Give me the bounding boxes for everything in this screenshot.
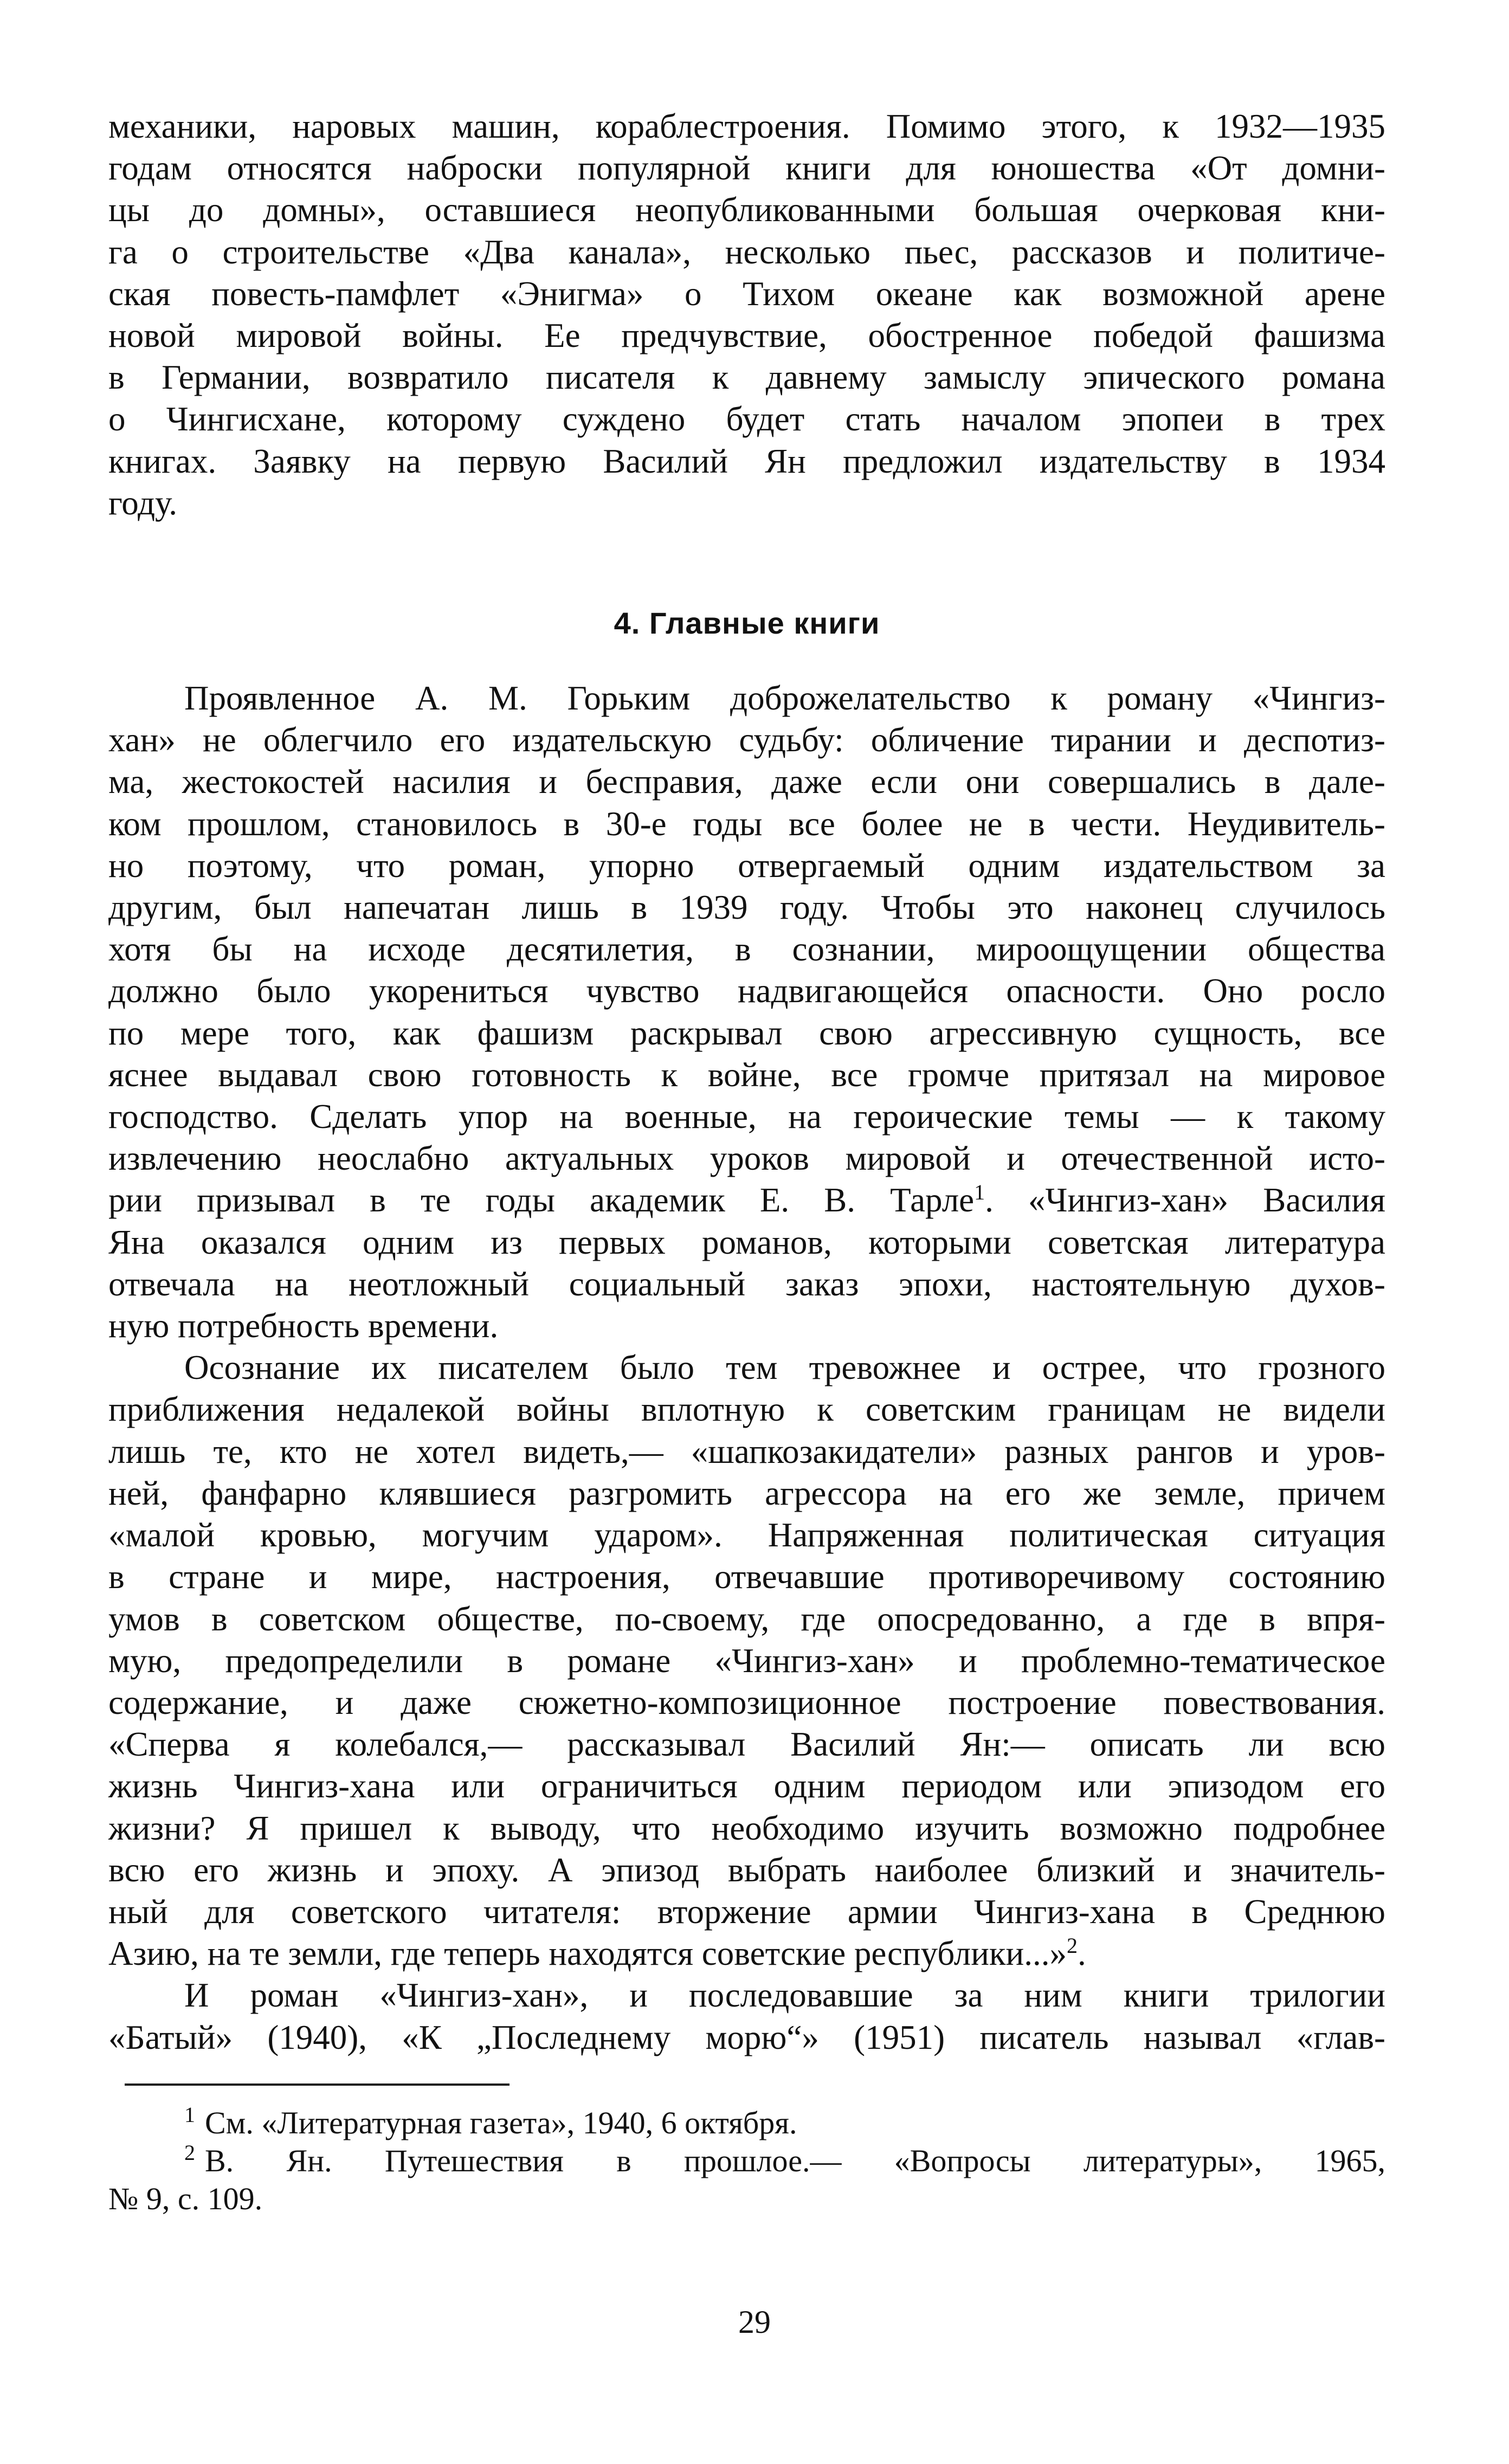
text-line: ком прошлом, становилось в 30-е годы все более не в чести. Неудивитель- [108,804,1385,843]
text-line: но поэтому, что роман, упорно отвергаемый одним издательством за [108,846,1385,885]
line-text-tail: . «Чингиз-хан» Василия [985,1181,1386,1220]
text-line: по мере того, как фашизм раскрывал свою агрессивную сущность, все [108,1014,1385,1052]
footnote-2-continuation: № 9, с. 109. [108,2181,263,2216]
text-line: мую, предопределили в романе «Чингиз-хан» и проблемно-тематическое [108,1641,1385,1680]
text-line: умов в советском обществе, по-своему, где опосредованно, а где в впря- [108,1599,1385,1638]
text-line: извлечению неослабно актуальных уроков мировой и отечественной исто- [108,1139,1385,1178]
text-line: яснее выдавал свою готовность к войне, все громче притязал на мировое [108,1055,1385,1094]
footnotes [108,2104,1385,2218]
text-line: году. [108,483,177,522]
text-line: ную потребность времени. [108,1307,499,1345]
text-line: цы до домны», оставшиеся неопубликованными большая очерковая кни- [108,191,1385,229]
paragraph-3 [108,1347,1385,1975]
text-line: И роман «Чингиз-хан», и последовавшие за ним книги трилогии [184,1976,1385,2015]
text-line: ней, фанфарно клявшиеся разгромить агрессора на его же земле, причем [108,1474,1385,1512]
footnote-2 [108,2142,1385,2180]
footnote-1 [108,2104,1385,2142]
text-line: господство. Сделать упор на военные, на героические темы — к такому [108,1098,1385,1136]
paragraph-2 [108,678,1385,1347]
text-line: «малой кровью, могучим ударом». Напряженная политическая ситуация [108,1516,1385,1554]
text-line: отвечала на неотложный социальный заказ эпохи, настоятельную духов- [108,1265,1385,1303]
page-body [108,106,1385,2218]
text-line: всю его жизнь и эпоху. А эпизод выбрать наиболее близкий и значитель- [108,1850,1385,1889]
section-heading: 4. Главные книги [614,606,880,641]
paragraph-4 [108,1975,1385,2058]
footnote-number: 2 [184,2140,195,2165]
footnote-ref: 1 [974,1180,985,1205]
text-line-with-footnote [108,1933,1385,1975]
text-line: Яна оказался одним из первых романов, которыми советская литература [108,1223,1385,1261]
footnote-number: 1 [184,2102,195,2127]
line-text: Азию, на те земли, где теперь находятся советские республики...» [108,1934,1067,1973]
text-line: Осознание их писателем было тем тревожнее и острее, что грозного [184,1349,1385,1387]
line-text-tail: . [1078,1934,1086,1973]
text-line: годам относятся наброски популярной книги для юношества «От домни- [108,149,1385,188]
footnote-ref: 2 [1067,1933,1078,1958]
text-line: содержание, и даже сюжетно-композиционное построение повествования. [108,1683,1385,1721]
text-line: механики, наровых машин, кораблестроения. Помимо этого, к 1932—1935 [108,107,1385,145]
text-line: приближения недалекой войны вплотную к советским границам не видели [108,1390,1385,1429]
text-line: ный для советского читателя: вторжение армии Чингиз-хана в Среднюю [108,1892,1385,1931]
text-line-with-footnote [108,1179,1385,1221]
text-line: «Сперва я колебался,— рассказывал Василий Ян:— описать ли всю [108,1725,1385,1764]
text-line: о Чингисхане, которому суждено будет стать началом эпопеи в трех [108,400,1385,438]
footnote-text: В. Ян. Путешествия в прошлое.— «Вопросы литературы», 1965, [205,2143,1385,2178]
text-line: лишь те, кто не хотел видеть,— «шапкозакидатели» разных рангов и уров- [108,1432,1385,1470]
page-number: 29 [738,2304,771,2340]
line-text: рии призывал в те годы академик Е. В. Тарле [108,1181,975,1220]
text-line: хотя бы на исходе десятилетия, в сознании, мироощущении общества [108,930,1385,969]
text-line: другим, был напечатан лишь в 1939 году. Чтобы это наконец случилось [108,888,1385,927]
text-line: в Германии, возвратило писателя к давнему замыслу эпического романа [108,358,1385,397]
paragraph-1 [108,106,1385,524]
text-line: хан» не облегчило его издательскую судьбу: обличение тирании и деспотиз- [108,721,1385,759]
text-line: «Батый» (1940), «К „Последнему морю“» (1951) писатель называл «глав- [108,2018,1385,2056]
text-line: жизнь Чингиз-хана или ограничиться одним периодом или эпизодом его [108,1767,1385,1805]
text-line: в стране и мире, настроения, отвечавшие противоречивому состоянию [108,1558,1385,1596]
text-line: должно было укорениться чувство надвигающейся опасности. Оно росло [108,972,1385,1010]
footnote-text: См. «Литературная газета», 1940, 6 октября. [205,2105,797,2140]
text-line: ская повесть-памфлет «Энигма» о Тихом океане как возможной арене [108,274,1385,313]
text-line: ма, жестокостей насилия и бесправия, даже если они совершались в дале- [108,763,1385,801]
text-line: жизни? Я пришел к выводу, что необходимо изучить возможно подробнее [108,1809,1385,1847]
text-line: га о строительстве «Два канала», несколько пьес, рассказов и политиче- [108,233,1385,271]
text-line: Проявленное А. М. Горьким доброжелательство к роману «Чингиз- [184,679,1385,718]
text-line: книгах. Заявку на первую Василий Ян предложил издательству в 1934 [108,442,1385,480]
footnote-divider [125,2084,510,2086]
text-line: новой мировой войны. Ее предчувствие, обостренное победой фашизма [108,317,1385,355]
